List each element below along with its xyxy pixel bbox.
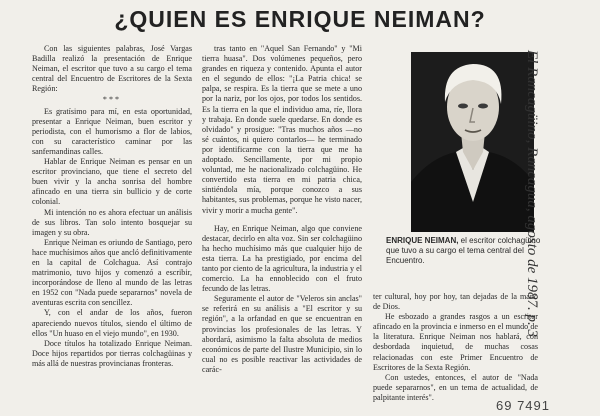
paragraph: ter cultural, hoy por hoy, tan dejadas de la mano de Dios.	[373, 292, 538, 312]
headline: ¿QUIEN ES ENRIQUE NEIMAN?	[114, 6, 486, 32]
paragraph: Con las siguientes palabras, José Vargas Badilla realizó la presentación de Enrique Neiman, el escritor que tuvo a su cargo el tema central del Encuentro de Escritores de la Sexta Región:	[32, 44, 192, 94]
paragraph: Y, con el andar de los años, fueron apareciendo nuevos títulos, siendo el último de ellos "Un huaso en el viejo mundo", en 1930.	[32, 308, 192, 338]
photo-caption	[386, 236, 542, 266]
column-1	[32, 44, 192, 416]
paragraph: Enrique Neiman es oriundo de Santiago, pero hace muchísimos años que ancló definitivamente en la capital de Colchagua. Así contrajo matrimonio, tuvo hijos y comenzó a escribir, incorporándose de lleno al mundo de las letras en 1952 con "Nada puede separarnos" novela de aventuras escrita con sencillez.	[32, 237, 192, 308]
archive-stamp: 69 7491	[496, 398, 550, 413]
paragraph: Hablar de Enrique Neiman es pensar en un escritor provinciano, que tiene el secreto del buen vivir y la ancha sonrisa del hombre afincado en una tierra sin bullicio y de corte colonial.	[32, 157, 192, 207]
paragraph: Hay, en Enrique Neiman, algo que conviene destacar, decirlo en alta voz. Sin ser colchagüino ha hecho muchísimo más que cualquier hijo de esta tierra. La ha prestigiado, por encima del tanto por ciento de la agricultura, la industria y el comercio. La ha ennoblecido con el fruto fecundo de las letras.	[202, 223, 362, 294]
paragraph: Seguramente el autor de "Veleros sin anclas" se referirá en su análisis a "El escritor y su región", a la orfandad en que se encuentran en provincias los profesionales de las letras. Y abordará, asimismo la falta absoluta de medios económicos de parte del Ilustre Municipio, sin lo cual no es posible reactivar las actividades de carác-	[202, 294, 362, 374]
paragraph: Mi intención no es ahora efectuar un análisis de sus libros. Tan solo intento bosquejar su imagen y su obra.	[32, 207, 192, 237]
handwritten-source-note: El Rancagüino, Rancagua, agosto de 1987. p. 3	[524, 50, 540, 338]
caption-text: el escritor colchagüino que tuvo a su cargo el tema central del Encuentro.	[386, 236, 541, 265]
portrait-photo	[411, 52, 534, 232]
spacer	[202, 216, 362, 224]
caption-name: ENRIQUE NEIMAN,	[386, 236, 459, 245]
section-divider: ***	[102, 95, 122, 105]
paragraph: Con ustedes, entonces, el autor de "Nada puede separarnos", en un tema de actualidad, de palpitante interés".	[373, 372, 538, 402]
portrait-illustration	[411, 52, 534, 232]
column-3	[373, 292, 538, 402]
paragraph: tras tanto en "Aquel San Fernando" y "Mi tierra huasa". Dos volúmenes pequeños, pero grandes en riqueza y contenido. Apunta el autor en el segundo de ellos: "¡La Patria chica! se palpa, se respira. Es la tierra que se mete a uno por la nariz, por los ojos, por todos los sentidos. Es la tierra en la que el individuo ama, ríe, llora y trabaja. En donde suele quedarse. En donde es olvidado" y prosigue: "Tras muchos años —no sé cuántos, ni quiero contarlos— he terminado por identificarme con la tierra que me ha adoptado. Sencillamente, por mi propio voluntad, me he nacionalizado colchagüino. He convertido esta tierra en mi patria chica, sintiéndola mía, porque conozco a sus habitantes, sus problemas, porque he visto nacer, vivir y morir a mucha gente".	[202, 44, 362, 215]
column-2	[202, 44, 362, 412]
paragraph: Doce títulos ha totalizado Enrique Neiman. Doce hijos repartidos por tierras colchagüinas y más allá de nuestras provincianas fronteras.	[32, 338, 192, 368]
paragraph: He esbozado a grandes rasgos a un escritor afincado en la provincia e inmerso en el mundo de la literatura. Enrique Neiman nos hablará, con desbordada inquietud, de muchas cosas relacionadas con este Primer Encuentro de Escritores de la Sexta Región.	[373, 312, 538, 372]
paragraph: Es gratísimo para mí, en esta oportunidad, presentar a Enrique Neiman, buen escritor y periodista, con el humorismo a flor de labios, con su característico caminar por las sanfernandinas calles.	[32, 106, 192, 156]
